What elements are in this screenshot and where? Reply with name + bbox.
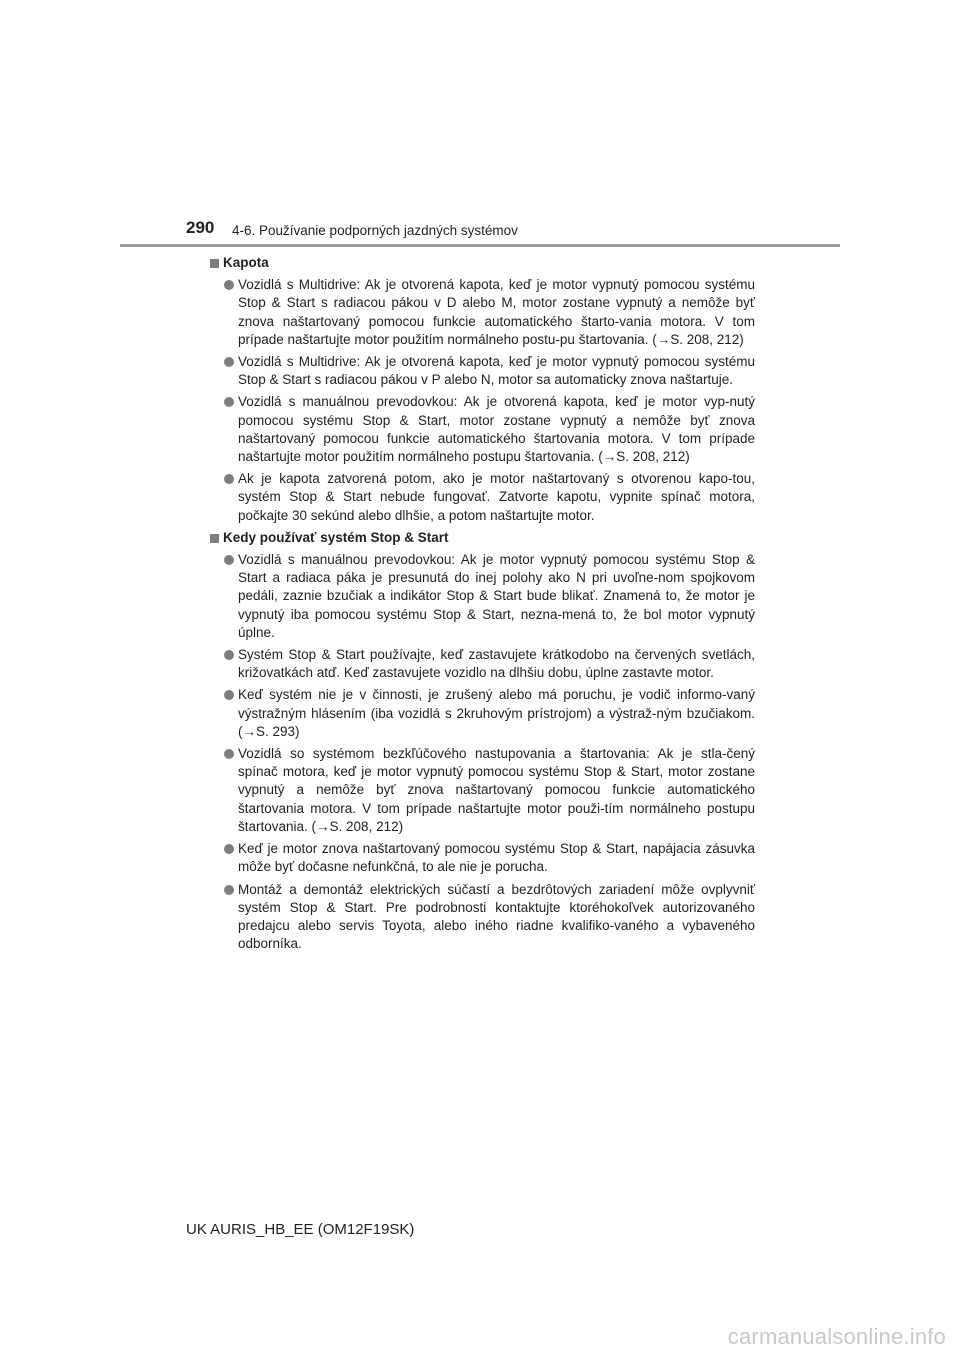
list-item — [210, 353, 755, 389]
list-item — [210, 881, 755, 954]
circle-bullet-icon — [224, 885, 234, 895]
list-item-text: Ak je kapota zatvorená potom, ako je motor naštartovaný s otvorenou kapo-tou, systém Stop & Start nebude fungovať. Zatvorte kapotu, vypnite spínač motora, počkajte 30 sekúnd alebo dlhšie, a potom naštartujte motor. — [238, 471, 755, 523]
list-item — [210, 551, 755, 642]
watermark: carmanualsonline.info — [727, 1324, 946, 1349]
circle-bullet-icon — [224, 474, 234, 484]
page-content — [210, 254, 755, 957]
square-bullet-icon — [210, 534, 219, 543]
list-item-text: Vozidlá so systémom bezkľúčového nastupovania a štartovania: Ak je stla-čený spínač motora, keď je motor vypnutý pomocou systému Stop & Start, motor zostane vypnutý a nemôže byť znova naštartovaný pomocou funkcie automatického štartovania motora. V tom prípade naštartujte motor použi-tím normálneho postupu štartovania. (→S. 208, 212) — [238, 746, 755, 834]
circle-bullet-icon — [224, 749, 234, 759]
square-bullet-icon — [210, 259, 219, 268]
list-item — [210, 646, 755, 682]
list-item — [210, 470, 755, 525]
list-item — [210, 745, 755, 836]
circle-bullet-icon — [224, 690, 234, 700]
section-kapota — [210, 254, 755, 525]
circle-bullet-icon — [224, 280, 234, 290]
list-item-text: Vozidlá s Multidrive: Ak je otvorená kapota, keď je motor vypnutý pomocou systému Stop & Start s radiacou pákou v P alebo N, motor sa automaticky znova naštartuje. — [238, 354, 755, 388]
section-stop-start-usage — [210, 529, 755, 953]
circle-bullet-icon — [224, 357, 234, 367]
list-item-text: Systém Stop & Start používajte, keď zastavujete krátkodobo na červených svetlách, križovatkách atď. Keď zastavujete vozidlo na dlhšiu dobu, úplne zastavte motor. — [238, 647, 755, 681]
header-divider — [120, 244, 840, 247]
list-item — [210, 840, 755, 876]
list-item — [210, 393, 755, 466]
list-item-text: Montáž a demontáž elektrických súčastí a bezdrôtových zariadení môže ovplyvniť systém Stop & Start. Pre podrobnosti kontaktujte ktoréhokoľvek autorizovaného predajcu alebo servis Toyota, alebo iného riadne kvalifiko-vaného a vybaveného odborníka. — [238, 881, 755, 952]
section-heading — [210, 254, 755, 272]
section-heading-text: Kedy používať systém Stop & Start — [223, 529, 449, 545]
circle-bullet-icon — [224, 650, 234, 660]
section-heading — [210, 529, 755, 547]
list-item — [210, 686, 755, 741]
circle-bullet-icon — [224, 555, 234, 565]
section-title: 4-6. Používanie podporných jazdných systémov — [232, 223, 518, 238]
list-item-text: Keď systém nie je v činnosti, je zrušený alebo má poruchu, je vodič informo-vaný výstražným hlásením (iba vozidlá s 2kruhovým prístrojom) a výstraž-ným bzučiakom. (→S. 293) — [238, 687, 755, 739]
section-heading-text: Kapota — [223, 255, 269, 270]
list-item-text: Vozidlá s manuálnou prevodovkou: Ak je otvorená kapota, keď je motor vyp-nutý pomocou systému Stop & Start, motor zostane vypnutý a nemôže byť znova naštartovaný pomocou funkcie automatického štartovania motora. V tom prípade naštartujte motor použitím normálneho postupu štartovania. (→S. 208, 212) — [238, 394, 755, 465]
list-item-text: Vozidlá s Multidrive: Ak je otvorená kapota, keď je motor vypnutý pomocou systému Stop & Start s radiacou pákou v D alebo M, motor zostane vypnutý a nemôže byť znova naštartovaný pomocou funkcie automatického štarto-vania motora. V tom prípade naštartujte motor použitím normálneho postu-pu štartovania. (→S. 208, 212) — [238, 277, 755, 347]
footer-doc-code: UK AURIS_HB_EE (OM12F19SK) — [186, 1221, 415, 1238]
list-item-text: Vozidlá s manuálnou prevodovkou: Ak je motor vypnutý pomocou systému Stop & Start a radiaca páka je presunutá do inej polohy ako N pri uvoľne-nom spojkovom pedáli, zaznie bzučiak a indikátor Stop & Start bude blikať. Znamená to, že motor je vypnutý iba pomocou systému Stop & Start, nezna-mená to, že bol motor vypnutý úplne. — [238, 552, 755, 640]
list-item — [210, 276, 755, 349]
list-item-text: Keď je motor znova naštartovaný pomocou systému Stop & Start, napájacia zásuvka môže byť dočasne nefunkčná, to ale nie je porucha. — [238, 841, 755, 875]
circle-bullet-icon — [224, 844, 234, 854]
page-number: 290 — [186, 218, 215, 237]
circle-bullet-icon — [224, 397, 234, 407]
